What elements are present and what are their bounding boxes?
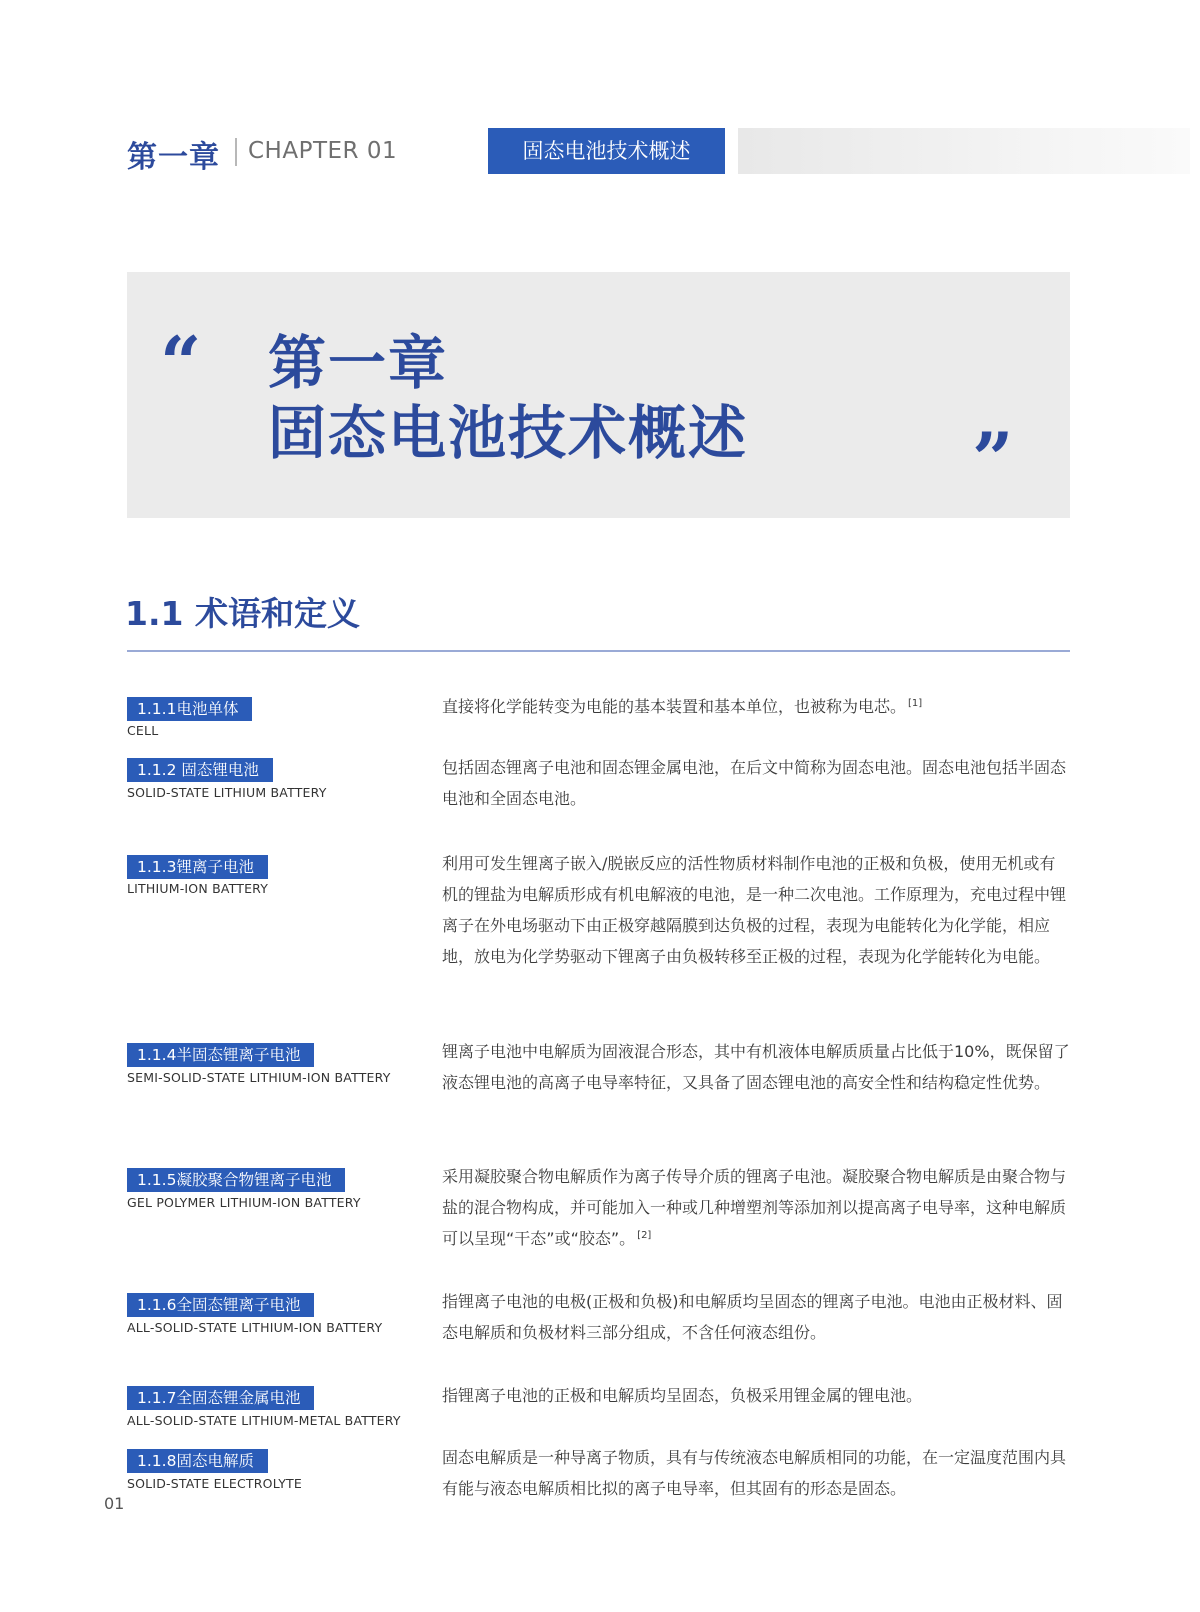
- section-title: 1.1 术语和定义: [125, 594, 360, 633]
- term-label: 1.1.7全固态锂金属电池: [127, 1386, 314, 1410]
- term-definition: 采用凝胶聚合物电解质作为离子传导介质的锂离子电池。凝胶聚合物电解质是由聚合物与盐的混合物构成，并可能加入一种或几种增塑剂等添加剂以提高离子电导率，这种电解质可以呈现“干态”或“胶态”。 [2]: [442, 1167, 1067, 1248]
- term-definition: 指锂离子电池的电极(正极和负极)和电解质均呈固态的锂离子电池。电池由正极材料、固态电解质和负极材料三部分组成，不含任何液态组份。: [442, 1292, 1063, 1342]
- term-label: 1.1.3锂离子电池: [127, 855, 268, 879]
- term-english: SEMI-SOLID-STATE LITHIUM-ION BATTERY: [127, 1070, 391, 1085]
- term-label: 1.1.2 固态锂电池: [127, 758, 273, 782]
- chapter-title-line1: 第一章: [268, 329, 449, 397]
- term-label: 1.1.8固态电解质: [127, 1449, 268, 1473]
- open-quote-icon: “: [160, 320, 202, 405]
- term-label: 1.1.5凝胶聚合物锂离子电池: [127, 1168, 345, 1192]
- term-english: ALL-SOLID-STATE LITHIUM-METAL BATTERY: [127, 1413, 401, 1428]
- term-definition: 直接将化学能转变为电能的基本装置和基本单位，也被称为电芯。 [1]: [442, 697, 923, 716]
- term-definition: 固态电解质是一种导离子物质，具有与传统液态电解质相同的功能，在一定温度范围内具有能与液态电解质相比拟的离子电导率，但其固有的形态是固态。: [442, 1448, 1067, 1498]
- term-english: SOLID-STATE LITHIUM BATTERY: [127, 785, 327, 800]
- close-quote-icon: ”: [972, 416, 1014, 501]
- term-definition: 指锂离子电池的正极和电解质均呈固态，负极采用锂金属的锂电池。: [442, 1386, 923, 1405]
- term-english: CELL: [127, 723, 159, 738]
- term-definition: 包括固态锂离子电池和固态锂金属电池，在后文中简称为固态电池。固态电池包括半固态电池和全固态电池。: [442, 758, 1067, 808]
- reference-mark: [2]: [637, 1229, 652, 1241]
- term-english: SOLID-STATE ELECTROLYTE: [127, 1476, 302, 1491]
- term-label: 1.1.1电池单体: [127, 697, 252, 721]
- term-english: ALL-SOLID-STATE LITHIUM-ION BATTERY: [127, 1320, 383, 1335]
- term-label: 1.1.4半固态锂离子电池: [127, 1043, 314, 1067]
- term-label: 1.1.6全固态锂离子电池: [127, 1293, 314, 1317]
- header-section-label: 固态电池技术概述: [488, 128, 725, 174]
- chapter-number-cn: 第一章: [127, 140, 220, 175]
- header-gradient-strip: [738, 128, 1190, 174]
- term-definition: 锂离子电池中电解质为固液混合形态，其中有机液体电解质质量占比低于10%，既保留了液态锂电池的高离子电导率特征，又具备了固态锂电池的高安全性和结构稳定性优势。: [442, 1042, 1070, 1092]
- chapter-number-en: CHAPTER 01: [248, 138, 398, 164]
- header-divider: [235, 138, 237, 166]
- term-english: GEL POLYMER LITHIUM-ION BATTERY: [127, 1195, 361, 1210]
- term-definition: 利用可发生锂离子嵌入/脱嵌反应的活性物质材料制作电池的正极和负极，使用无机或有机的锂盐为电解质形成有机电解液的电池，是一种二次电池。工作原理为，充电过程中锂离子在外电场驱动下由正极穿越隔膜到达负极的过程，表现为电能转化为化学能，相应地，放电为化学势驱动下锂离子由负极转移至正极的过程，表现为化学能转化为电能。: [442, 854, 1067, 966]
- reference-mark: [1]: [908, 697, 923, 709]
- chapter-title-line2: 固态电池技术概述: [268, 399, 749, 467]
- section-rule: [127, 650, 1070, 652]
- page-number: 01: [104, 1494, 125, 1513]
- term-english: LITHIUM-ION BATTERY: [127, 881, 269, 896]
